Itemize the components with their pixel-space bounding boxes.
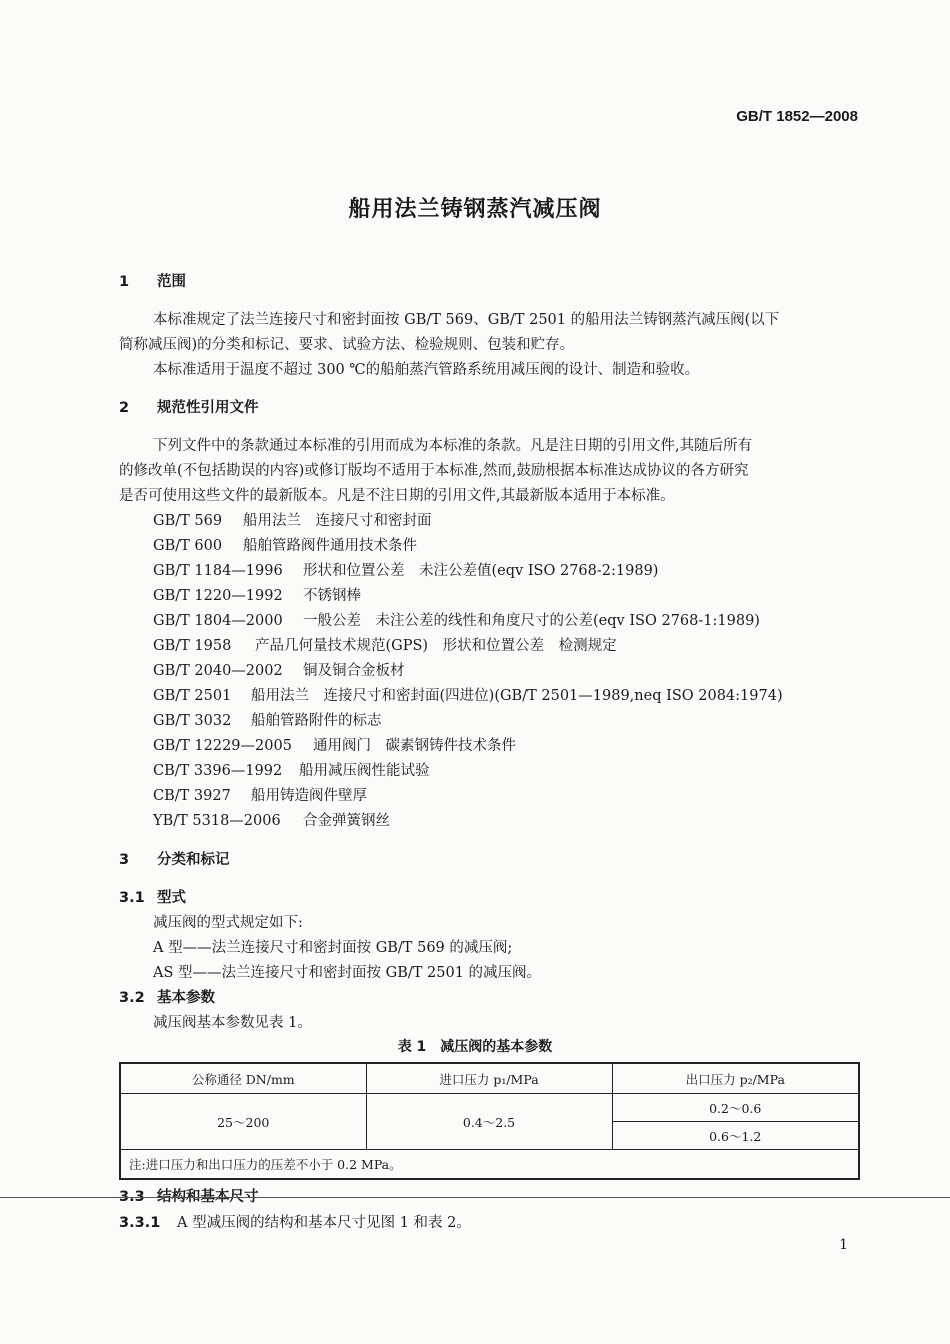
section-3-2-heading (119, 986, 215, 1007)
table-cell: 0.2～0.6 (612, 1094, 859, 1122)
reference-title: 船用铸造阀件壁厚 (251, 788, 367, 804)
reference-code: GB/T 3032 (153, 713, 232, 729)
reference-title: 产品几何量技术规范(GPS) 形状和位置公差 检测规定 (255, 638, 617, 654)
reference-item (153, 559, 658, 580)
paragraph-text: A 型减压阀的结构和基本尺寸见图 1 和表 2。 (177, 1215, 471, 1231)
paragraph-line: 减压阀基本参数见表 1。 (153, 1015, 312, 1031)
reference-title: 不锈钢棒 (303, 588, 361, 604)
reference-code: GB/T 1184—1996 (153, 563, 283, 579)
parameters-table (119, 1062, 860, 1180)
paragraph-line: 减压阀的型式规定如下: (153, 915, 303, 931)
paragraph-line: 是否可使用这些文件的最新版本。凡是不注日期的引用文件,其最新版本适用于本标准。 (119, 488, 675, 504)
reference-code: YB/T 5318—2006 (153, 813, 281, 829)
reference-item (153, 509, 432, 530)
section-number: 3.3 (119, 1189, 145, 1205)
reference-code: GB/T 1804—2000 (153, 613, 283, 629)
table-header-row (120, 1063, 859, 1094)
reference-code: GB/T 569 (153, 513, 223, 529)
table-cell: 25～200 (120, 1094, 366, 1150)
reference-title: 船用法兰 连接尺寸和密封面(四进位)(GB/T 2501—1989,neq ISO 2084:1974) (251, 688, 783, 704)
paragraph-line: A 型——法兰连接尺寸和密封面按 GB/T 569 的减压阀; (153, 940, 513, 956)
table-caption: 表 1 减压阀的基本参数 (397, 1039, 553, 1055)
section-number: 3.1 (119, 890, 145, 906)
reference-item (153, 734, 516, 755)
reference-item (153, 709, 382, 730)
reference-title: 合金弹簧钢丝 (303, 813, 390, 829)
reference-item (153, 634, 617, 655)
scan-divider-line (0, 1197, 950, 1198)
reference-item (153, 609, 760, 630)
section-2-heading (119, 396, 259, 417)
reference-title: 船舶管路附件的标志 (251, 713, 382, 729)
section-title: 结构和基本尺寸 (157, 1189, 259, 1205)
section-number: 2 (119, 400, 130, 416)
section-title: 基本参数 (157, 990, 215, 1006)
paragraph-line: AS 型——法兰连接尺寸和密封面按 GB/T 2501 的减压阀。 (153, 965, 542, 981)
column-header: 公称通径 DN/mm (120, 1063, 366, 1094)
section-title: 分类和标记 (157, 852, 230, 868)
column-header: 出口压力 p₂/MPa (612, 1063, 859, 1094)
table-note: 注:进口压力和出口压力的压差不小于 0.2 MPa。 (120, 1150, 859, 1180)
section-title: 规范性引用文件 (157, 400, 259, 416)
reference-item (153, 784, 367, 805)
section-number: 3.2 (119, 990, 145, 1006)
paragraph-line: 本标准适用于温度不超过 300 ℃的船舶蒸汽管路系统用减压阀的设计、制造和验收。 (153, 362, 700, 378)
paragraph-line (119, 1211, 471, 1232)
reference-code: CB/T 3927 (153, 788, 231, 804)
reference-code: GB/T 2501 (153, 688, 232, 704)
reference-item (153, 659, 405, 680)
paragraph-line: 简称减压阀)的分类和标记、要求、试验方法、检验规则、包装和贮存。 (119, 337, 575, 353)
section-3-1-heading (119, 886, 186, 907)
paragraph-line: 的修改单(不包括勘误的内容)或修订版均不适用于本标准,然而,鼓励根据本标准达成协议的各方研究 (119, 463, 749, 479)
reference-item (153, 809, 390, 830)
section-3-heading (119, 848, 230, 869)
reference-title: 形状和位置公差 未注公差值(eqv ISO 2768-2:1989) (303, 563, 659, 579)
section-number: 3.3.1 (119, 1215, 161, 1231)
paragraph-line: 下列文件中的条款通过本标准的引用而成为本标准的条款。凡是注日期的引用文件,其随后所有 (153, 438, 753, 454)
table-cell: 0.6～1.2 (612, 1122, 859, 1150)
reference-code: GB/T 1220—1992 (153, 588, 283, 604)
section-1-heading (119, 270, 186, 291)
reference-code: GB/T 600 (153, 538, 223, 554)
reference-title: 船舶管路阀件通用技术条件 (243, 538, 417, 554)
document-title: 船用法兰铸钢蒸汽减压阀 (348, 197, 602, 222)
table-row (120, 1094, 859, 1122)
section-number: 1 (119, 274, 130, 290)
paragraph-line: 本标准规定了法兰连接尺寸和密封面按 GB/T 569、GB/T 2501 的船用法兰铸钢蒸汽减压阀(以下 (153, 312, 780, 328)
reference-title: 通用阀门 碳素钢铸件技术条件 (313, 738, 516, 754)
reference-code: GB/T 12229—2005 (153, 738, 292, 754)
reference-item (153, 584, 361, 605)
table-note-row (120, 1150, 859, 1180)
reference-title: 一般公差 未注公差的线性和角度尺寸的公差(eqv ISO 2768-1:1989) (303, 613, 760, 629)
reference-title: 船用减压阀性能试验 (299, 763, 430, 779)
reference-item (153, 759, 430, 780)
reference-code: CB/T 3396—1992 (153, 763, 283, 779)
page-number: 1 (839, 1237, 848, 1253)
column-header: 进口压力 p₁/MPa (366, 1063, 612, 1094)
section-title: 范围 (157, 274, 186, 290)
reference-title: 铜及铜合金板材 (303, 663, 405, 679)
reference-code: GB/T 2040—2002 (153, 663, 283, 679)
reference-code: GB/T 1958 (153, 638, 232, 654)
standard-code: GB/T 1852—2008 (736, 108, 858, 125)
reference-item (153, 684, 783, 705)
section-number: 3 (119, 852, 130, 868)
reference-title: 船用法兰 连接尺寸和密封面 (243, 513, 432, 529)
reference-item (153, 534, 417, 555)
section-title: 型式 (157, 890, 186, 906)
section-3-3-heading (119, 1185, 259, 1206)
table-cell: 0.4～2.5 (366, 1094, 612, 1150)
